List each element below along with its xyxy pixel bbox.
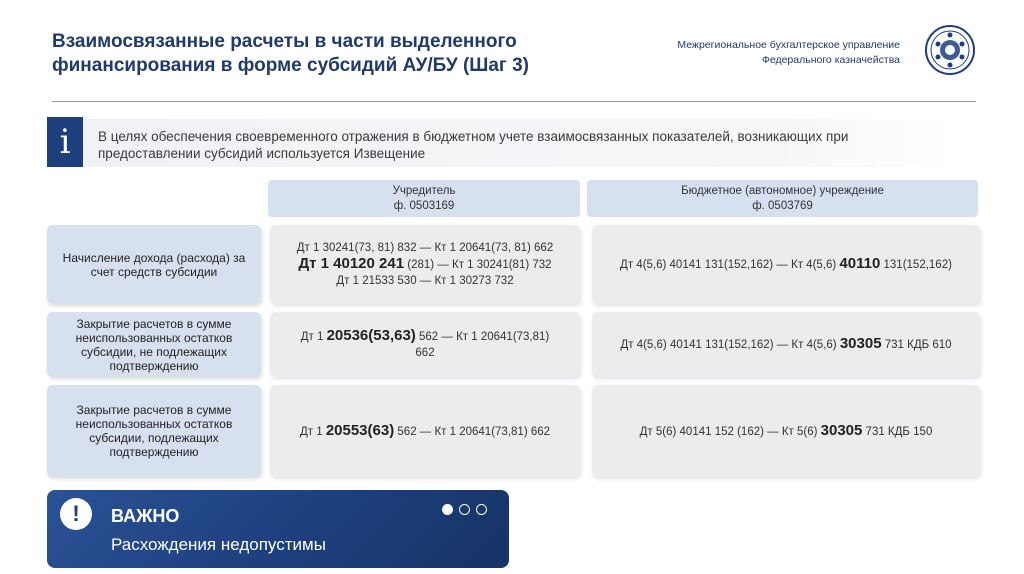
entry-text: Дт 4(5,6) 40141 131(152,162) — Кт 4(5,6)	[620, 259, 840, 271]
row-label-income-accrual: Начисление дохода (расхода) за счет средств субсидии	[47, 225, 261, 304]
entry-account-bold: 30305	[839, 335, 882, 352]
header-divider	[52, 101, 976, 102]
entry-text: Дт 4(5,6) 40141 131(152,162) — Кт 4(5,6)	[620, 339, 840, 351]
important-banner	[47, 490, 509, 568]
important-title: ВАЖНО	[111, 506, 180, 526]
entry-text: Дт 1	[299, 425, 326, 438]
info-icon: i	[47, 117, 83, 167]
entry-text: (281) — Кт 1 30241(81) 732	[404, 259, 552, 271]
entry-text: Дт 1	[300, 331, 327, 343]
founder-entry-closing-not-confirmed	[270, 312, 580, 377]
entry-account-bold: 20553(63)	[325, 421, 395, 439]
founder-entry-closing-confirmed	[270, 385, 580, 477]
entry-line: Дт 1 30241(73, 81) 832 — Кт 1 20641(73, 81) 662	[296, 242, 554, 254]
info-text: В целях обеспечения своевременного отражения в бюджетном учете взаимосвязанных показателей, возникающих при предоставлении субсидий используется Извещение	[98, 129, 849, 161]
entry-account-bold: Дт 1 40120 241	[298, 255, 405, 272]
important-text: Расхождения недопустимы	[111, 535, 326, 554]
column-title: Учредитель	[392, 184, 456, 197]
entry-text: Дт 5(6) 40141 152 (162) — Кт 5(6)	[639, 425, 821, 438]
row-label-closing-not-confirmed: Закрытие расчетов в сумме неиспользованных остатков субсидии, не подлежащих подтверждению	[47, 312, 261, 377]
entry-line	[620, 256, 952, 273]
exclamation-icon: !	[60, 498, 92, 530]
column-form: ф. 0503169	[393, 199, 455, 212]
organization-name	[677, 38, 900, 68]
treasury-emblem-icon	[924, 24, 976, 76]
institution-entry-income-accrual	[592, 225, 980, 304]
entry-text: 731 КДБ 150	[862, 425, 933, 438]
entry-line	[640, 423, 933, 440]
entry-line: 662	[415, 347, 435, 359]
entry-line: Дт 1 21533 530 — Кт 1 30273 732	[336, 275, 514, 287]
entry-account-bold: 20536(53,63)	[326, 327, 416, 344]
institution-entry-closing-not-confirmed	[592, 312, 980, 377]
org-line-2: Федерального казначейства	[761, 54, 900, 66]
org-line-1: Межрегиональное бухгалтерское управление	[677, 39, 900, 51]
institution-entry-closing-confirmed	[592, 385, 980, 477]
column-form: ф. 0503769	[752, 199, 813, 212]
entry-text: 562 — Кт 1 20641(73,81)	[415, 331, 550, 343]
pagination-dot[interactable]	[442, 504, 453, 515]
pagination-dot[interactable]	[476, 504, 487, 515]
entry-text: 731 КДБ 610	[881, 339, 952, 351]
founder-entry-income-accrual	[270, 225, 580, 304]
column-header-founder	[268, 180, 580, 217]
entry-line	[298, 256, 551, 273]
pagination-dots	[442, 504, 487, 515]
page-title: Взаимосвязанные расчеты в части выделенного финансирования в форме субсидий АУ/БУ (Шаг 3)	[52, 31, 530, 76]
entry-account-bold: 40110	[839, 255, 881, 272]
column-header-institution	[587, 180, 978, 217]
entry-text: 131(152,162)	[880, 259, 952, 271]
row-label-closing-confirmed: Закрытие расчетов в сумме неиспользованных остатков субсидии, подлежащих подтверждению	[47, 385, 261, 477]
entry-text: 562 — Кт 1 20641(73,81) 662	[394, 425, 551, 438]
pagination-dot[interactable]	[459, 504, 470, 515]
entry-account-bold: 30305	[820, 421, 863, 439]
entry-line	[300, 423, 550, 440]
entry-line	[301, 328, 550, 345]
column-title: Бюджетное (автономное) учреждение	[681, 184, 884, 197]
entry-line	[620, 336, 951, 353]
